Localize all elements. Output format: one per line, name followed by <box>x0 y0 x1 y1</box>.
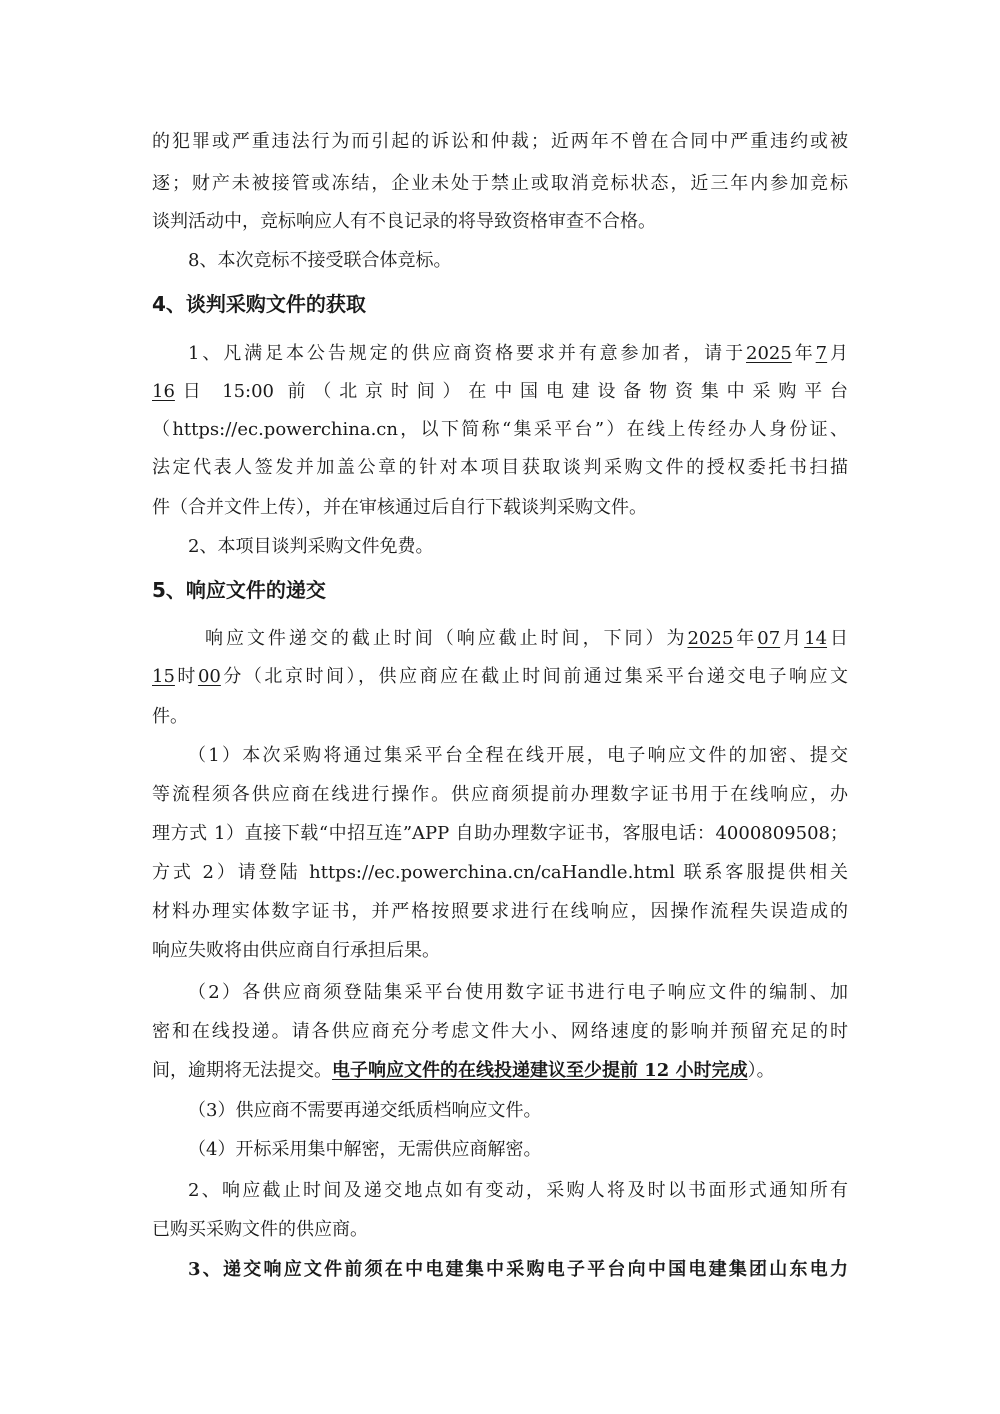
deadline-paragraph: 响应文件递交的截止时间（响应截止时间，下同）为2025年07月14日 <box>205 628 849 649</box>
date-day: 16 <box>152 381 175 402</box>
date-month: 7 <box>815 343 828 364</box>
paragraph-line: 材料办理实体数字证书，并严格按照要求进行在线响应，因操作流程失误造成的 <box>152 901 848 922</box>
paragraph-line: 间，逾期将无法提交。电子响应文件的在线投递建议至少提前 12 小时完成）。 <box>152 1060 775 1081</box>
section-5-item-3: 3、递交响应文件前须在中电建集中采购电子平台向中国电建集团山东电力 <box>188 1259 848 1280</box>
section-5-heading: 5、响应文件的递交 <box>152 578 326 602</box>
deadline-year: 2025 <box>687 628 734 649</box>
section-5-item-2: 2、响应截止时间及递交地点如有变动，采购人将及时以书面形式通知所有 <box>188 1180 848 1201</box>
note-2: （2）各供应商须登陆集采平台使用数字证书进行电子响应文件的编制、加 <box>188 982 848 1003</box>
paragraph-line: 16日 15:00 前（北京时间）在中国电建设备物资集中采购平台 <box>152 381 848 402</box>
note-3: （3）供应商不需要再递交纸质档响应文件。 <box>188 1100 542 1121</box>
paragraph-line: 理方式 1）直接下载“中招互连”APP 自助办理数字证书，客服电话：4000809508； <box>152 823 848 844</box>
paragraph-line: 已购买采购文件的供应商。 <box>152 1219 368 1240</box>
date-year: 2025 <box>746 343 792 364</box>
paragraph-line: 件。 <box>152 706 188 727</box>
emphasis-recommendation: 电子响应文件的在线投递建议至少提前 12 小时完成 <box>332 1060 748 1081</box>
section-4-heading: 4、谈判采购文件的获取 <box>152 292 366 316</box>
item-8: 8、本次竞标不接受联合体竞标。 <box>188 250 452 271</box>
deadline-month: 07 <box>757 628 781 649</box>
paragraph-line: 密和在线投递。请各供应商充分考虑文件大小、网络速度的影响并预留充足的时 <box>152 1021 848 1042</box>
paragraph-line: 逐；财产未被接管或冻结，企业未处于禁止或取消竞标状态，近三年内参加竞标 <box>152 173 848 194</box>
paragraph-line: 15时00分（北京时间），供应商应在截止时间前通过集采平台递交电子响应文 <box>152 666 849 687</box>
section-4-item-2: 2、本项目谈判采购文件免费。 <box>188 536 434 557</box>
paragraph-line: 等流程须各供应商在线进行操作。供应商须提前办理数字证书用于在线响应，办 <box>152 784 848 805</box>
note-1: （1）本次采购将通过集采平台全程在线开展，电子响应文件的加密、提交 <box>188 745 848 766</box>
paragraph-line: 件（合并文件上传），并在审核通过后自行下载谈判采购文件。 <box>152 497 647 518</box>
paragraph-line: 谈判活动中，竞标响应人有不良记录的将导致资格审查不合格。 <box>152 211 656 232</box>
paragraph-line: 响应失败将由供应商自行承担后果。 <box>152 940 440 961</box>
note-4: （4）开标采用集中解密，无需供应商解密。 <box>188 1139 542 1160</box>
section-4-item-1: 1、凡满足本公告规定的供应商资格要求并有意参加者，请于2025年7月 <box>188 343 849 364</box>
paragraph-line: （https://ec.powerchina.cn，以下简称“集采平台”）在线上传经办人身份证、 <box>152 419 848 440</box>
deadline-day: 14 <box>804 628 828 649</box>
deadline-hour: 15 <box>152 666 175 687</box>
paragraph-line: 法定代表人签发并加盖公章的针对本项目获取谈判采购文件的授权委托书扫描 <box>152 457 848 478</box>
deadline-minute: 00 <box>197 666 221 687</box>
paragraph-line: 的犯罪或严重违法行为而引起的诉讼和仲裁；近两年不曾在合同中严重违约或被 <box>152 131 848 152</box>
paragraph-line: 方式 2）请登陆 https://ec.powerchina.cn/caHandle.html 联系客服提供相关 <box>152 862 848 883</box>
